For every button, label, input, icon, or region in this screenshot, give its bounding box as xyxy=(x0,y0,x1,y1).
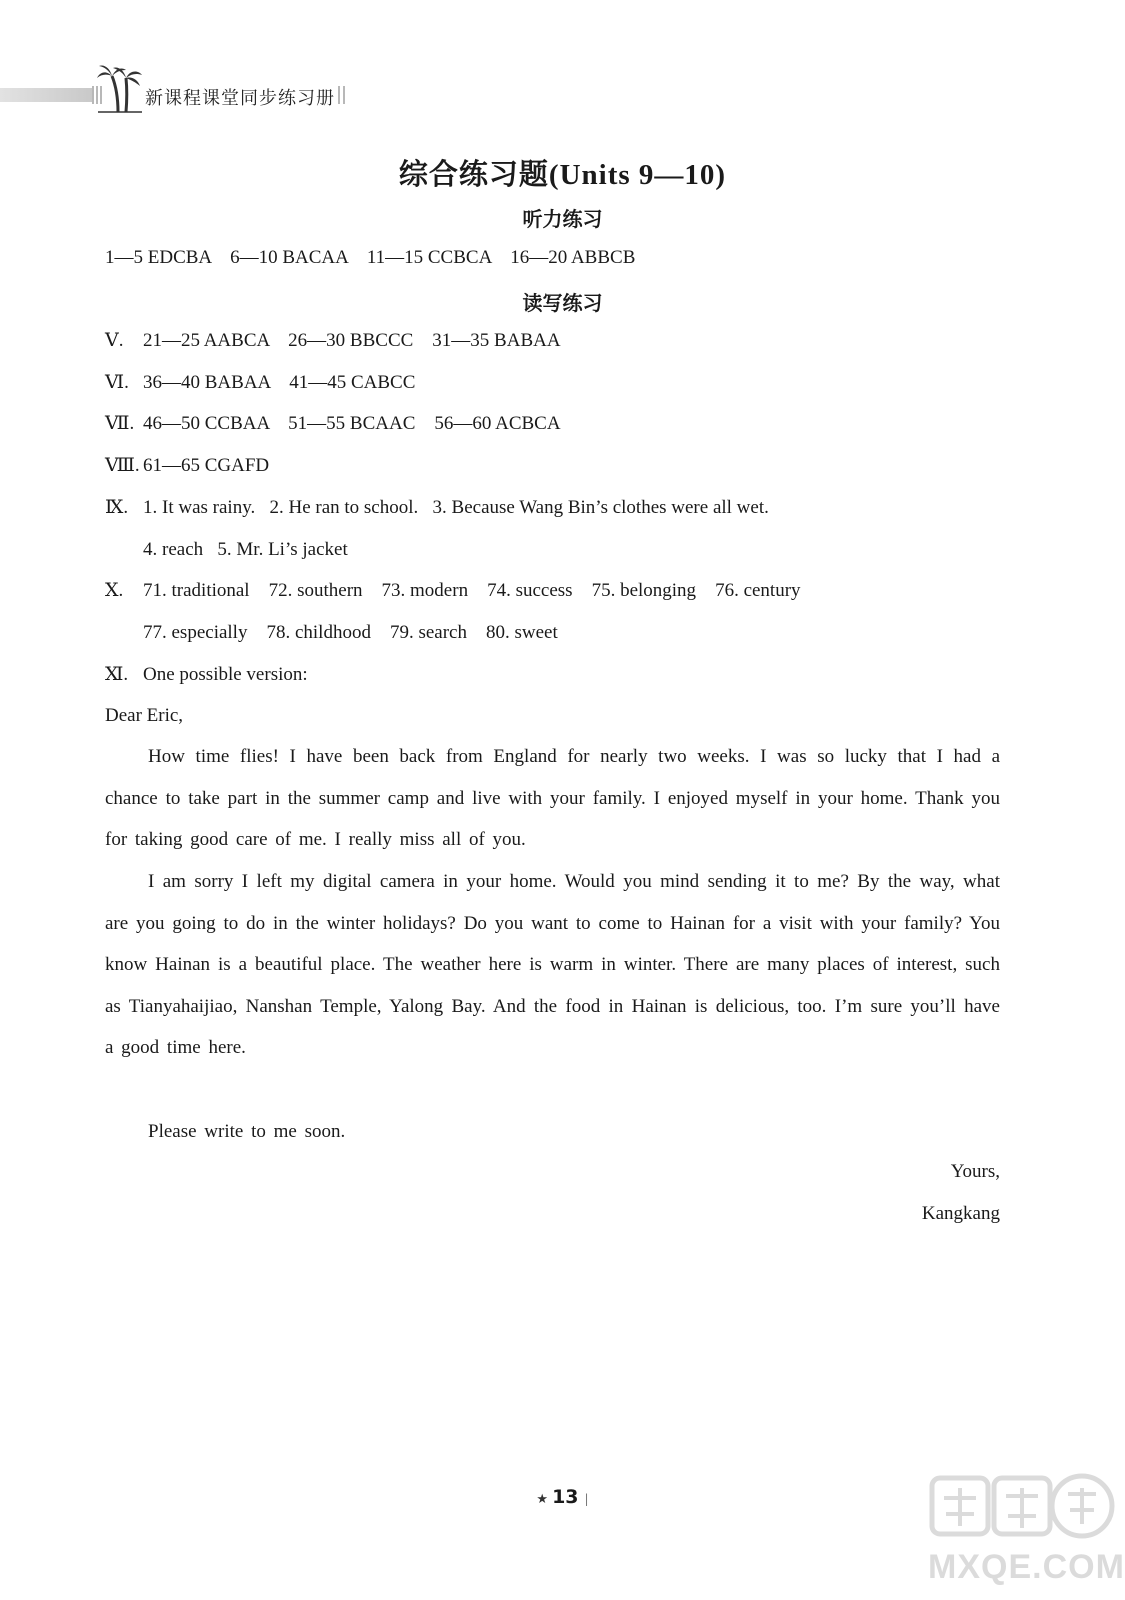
section-ix-answers-cont xyxy=(143,537,348,563)
letter-paragraph xyxy=(105,736,1000,861)
letter-paragraph xyxy=(105,1111,1000,1153)
answer-group: 51—55 BCAAC xyxy=(288,413,416,434)
answer-group: 26—30 BBCCC xyxy=(288,330,414,351)
section-number: Ⅴ. xyxy=(105,330,124,351)
letter-paragraph-text: How time flies! I have been back from England for nearly two weeks. I was so lucky that I had a chance to take part in the summer camp and live with your family. I enjoyed myself in your home. Thank you for taking good care of me. I really miss all of you. xyxy=(105,746,1000,851)
reading-writing-section-title: 读写练习 xyxy=(522,293,603,315)
answer-item: 5. Mr. Li’s jacket xyxy=(217,539,348,560)
section-vii-answers xyxy=(105,411,561,437)
answer-item: 3. Because Wang Bin’s clothes were all wet. xyxy=(432,497,769,518)
footer-tick: | xyxy=(584,1492,589,1506)
watermark-text: MXQE.COM xyxy=(928,1548,1125,1586)
letter-paragraph-text: I am sorry I left my digital camera in your home. Would you mind sending it to me? By the way, what are you going to do in the winter holidays? Do you want to come to Hainan for a visit with your family? You know Hainan is a beautiful place. The weather here is warm in winter. There are many places of interest, such as Tianyahaijiao, Nanshan Temple, Yalong Bay. And the food in Hainan is delicious, too. I’m sure you’ll have a good time here. xyxy=(105,871,1000,1059)
answer-group: 21—25 AABCA xyxy=(143,330,270,351)
watermark xyxy=(928,1470,1125,1595)
header-bar xyxy=(0,88,92,102)
header-title: 新课程课堂同步练习册 xyxy=(145,88,335,109)
answer-group: 6—10 BACAA xyxy=(230,247,348,268)
palm-tree-icon xyxy=(96,58,144,114)
answer-item: 76. century xyxy=(715,580,801,601)
answer-group: 16—20 ABBCB xyxy=(510,247,636,268)
answer-item: 1. It was rainy. xyxy=(143,497,256,518)
listening-section-title: 听力练习 xyxy=(522,209,603,231)
page-title: 综合练习题(Units 9—10) xyxy=(398,159,727,191)
section-viii-answers xyxy=(105,453,269,479)
answer-item: 80. sweet xyxy=(486,622,558,643)
section-number: Ⅸ. xyxy=(105,497,129,518)
answer-item: 78. childhood xyxy=(266,622,371,643)
running-header xyxy=(0,78,360,118)
section-x-answers xyxy=(105,578,801,604)
answer-group: 61—65 CGAFD xyxy=(143,455,270,476)
section-number: Ⅵ. xyxy=(105,372,129,393)
watermark-logo-icon xyxy=(928,1470,1118,1550)
answer-item: 73. modern xyxy=(381,580,469,601)
star-icon: ★ xyxy=(536,1492,549,1507)
header-end-stripes xyxy=(338,86,345,104)
answer-item: 77. especially xyxy=(143,622,248,643)
letter-paragraph xyxy=(105,861,1000,1069)
letter-paragraph-text: Please write to me soon. xyxy=(148,1121,346,1142)
answer-group: 11—15 CCBCA xyxy=(366,247,492,268)
answer-group: 41—45 CABCC xyxy=(289,372,416,393)
section-v-answers xyxy=(105,328,561,354)
answer-item: 2. He ran to school. xyxy=(269,497,419,518)
answer-item: 71. traditional xyxy=(143,580,250,601)
answer-item: 75. belonging xyxy=(591,580,697,601)
section-number: Ⅷ. xyxy=(105,455,140,476)
page-number: 13 xyxy=(552,1486,579,1508)
answer-group: 36—40 BABAA xyxy=(143,372,271,393)
section-number: Ⅹ. xyxy=(105,580,124,601)
section-ix-answers xyxy=(105,495,769,521)
answer-group: 46—50 CCBAA xyxy=(143,413,270,434)
answer-group: 56—60 ACBCA xyxy=(434,413,561,434)
section-xi-label xyxy=(105,662,308,688)
answer-item: 74. success xyxy=(487,580,573,601)
answer-item: 79. search xyxy=(389,622,467,643)
letter-closing: Yours, xyxy=(950,1161,1000,1182)
section-number: Ⅶ. xyxy=(105,413,135,434)
answer-item: 72. southern xyxy=(268,580,363,601)
answer-group: 31—35 BABAA xyxy=(432,330,561,351)
listening-answers xyxy=(105,245,635,271)
section-vi-answers xyxy=(105,370,415,396)
letter-greeting: Dear Eric, xyxy=(105,705,184,726)
section-x-answers-cont xyxy=(143,620,558,646)
section-number: Ⅺ. xyxy=(105,664,129,685)
answer-item: 4. reach xyxy=(143,539,204,560)
letter-signature: Kangkang xyxy=(921,1203,1000,1224)
version-label: One possible version: xyxy=(143,664,308,685)
answer-group: 1—5 EDCBA xyxy=(105,247,212,268)
